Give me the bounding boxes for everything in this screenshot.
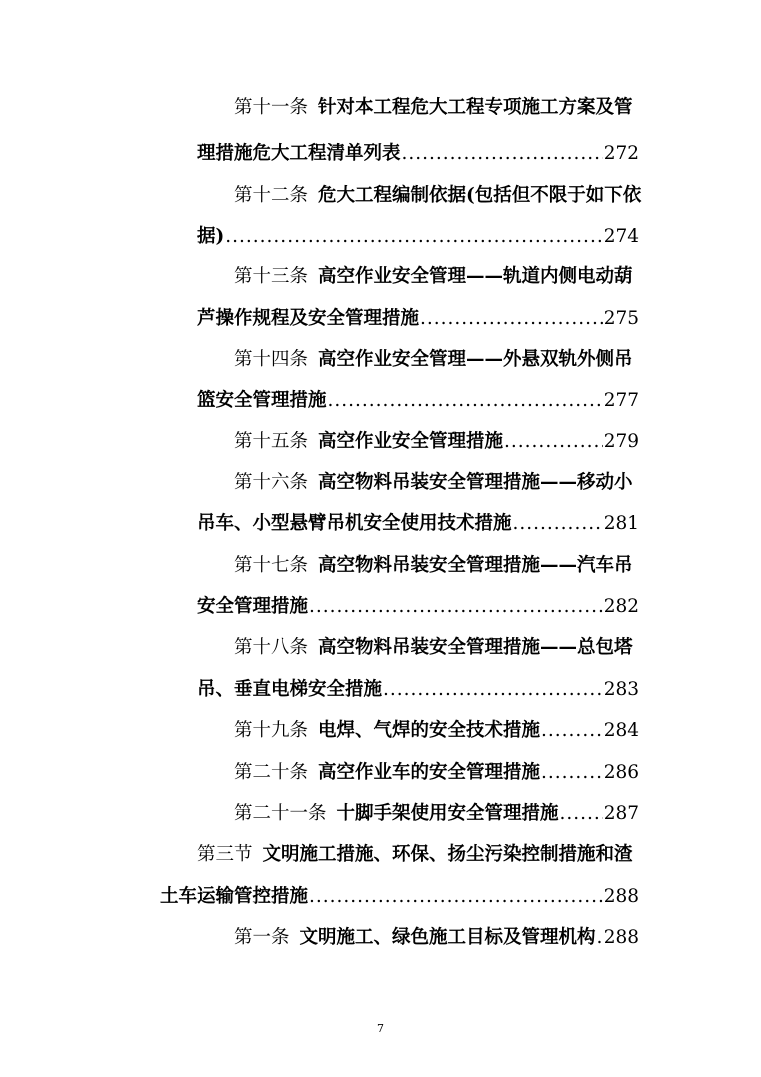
- toc-entry-title: 高空作业车的安全管理措施: [318, 762, 541, 783]
- toc-entry-number: 第十七条: [234, 555, 309, 576]
- toc-entry-21[interactable]: [234, 801, 639, 827]
- toc-entry-18-line1: [234, 635, 639, 661]
- toc-entry-page: 282: [603, 596, 639, 617]
- toc-entry-16-line2[interactable]: [197, 511, 639, 537]
- toc-entry-title-cont: 据): [197, 226, 225, 247]
- toc-entry-number: 第二十条: [234, 762, 309, 783]
- toc-entry-number: 第十二条: [234, 185, 309, 206]
- toc-entry-17-line1: [234, 553, 639, 579]
- toc-entry-16-line1: [234, 470, 639, 496]
- toc-entry-title: 高空物料吊装安全管理措施——汽车吊: [318, 555, 633, 576]
- toc-entry-title-cont: 吊车、小型悬臂吊机安全使用技术措施: [197, 513, 512, 534]
- toc-section-title-cont: 土车运输管控措施: [160, 886, 309, 907]
- toc-entry-title: 高空作业安全管理——外悬双轨外侧吊: [318, 349, 633, 370]
- toc-entry-11-line2[interactable]: [197, 141, 639, 167]
- dot-leader: [541, 760, 603, 786]
- toc-entry-page: 272: [603, 143, 639, 164]
- dot-leader: [309, 594, 603, 620]
- toc-entry-title: 危大工程编制依据(包括但不限于如下依: [318, 185, 642, 206]
- toc-entry-page: 275: [603, 308, 639, 329]
- toc-entry-page: 281: [603, 513, 639, 534]
- toc-entry-page: 286: [603, 762, 639, 783]
- toc-entry-number: 第二十一条: [234, 803, 327, 824]
- toc-entry-17-line2[interactable]: [197, 594, 639, 620]
- toc-entry-page: 283: [603, 679, 639, 700]
- toc-section-3-line1: [197, 842, 639, 868]
- toc-entry-page: 274: [603, 226, 639, 247]
- toc-entry-number: 第十一条: [234, 97, 309, 118]
- toc-entry-title: 文明施工、绿色施工目标及管理机构: [299, 927, 596, 948]
- toc-entry-title: 高空作业安全管理——轨道内侧电动葫: [318, 266, 633, 287]
- dot-leader: [383, 677, 603, 703]
- toc-entry-title-cont: 吊、垂直电梯安全措施: [197, 679, 383, 700]
- toc-entry-13-line2[interactable]: [197, 306, 639, 332]
- toc-entry-title: 十脚手架使用安全管理措施: [336, 803, 559, 824]
- footer-page-number: 7: [377, 1022, 384, 1035]
- toc-entry-15[interactable]: [234, 429, 639, 455]
- toc-entry-18-line2[interactable]: [197, 677, 639, 703]
- toc-entry-title-cont: 芦操作规程及安全管理措施: [197, 308, 420, 329]
- toc-entry-number: 第十三条: [234, 266, 309, 287]
- dot-leader: [597, 925, 603, 951]
- dot-leader: [225, 224, 602, 250]
- toc-entry-page: 279: [603, 431, 639, 452]
- dot-leader: [504, 429, 603, 455]
- toc-entry-number: 第一条: [234, 927, 290, 948]
- toc-entry-number: 第十九条: [234, 720, 309, 741]
- toc-entry-title: 高空作业安全管理措施: [318, 431, 504, 452]
- toc-section-3-line2[interactable]: [160, 884, 639, 910]
- toc-section-number: 第三节: [197, 844, 253, 865]
- toc-entry-title-cont: 理措施危大工程清单列表: [197, 143, 401, 164]
- toc-entry-12-line1: [234, 183, 642, 209]
- toc-entry-number: 第十四条: [234, 349, 309, 370]
- toc-entry-page: 284: [603, 720, 639, 741]
- toc-entry-title: 针对本工程危大工程专项施工方案及管: [318, 97, 633, 118]
- toc-entry-12-line2[interactable]: [197, 224, 639, 250]
- dot-leader: [560, 801, 603, 827]
- toc-entry-13-line1: [234, 264, 639, 290]
- toc-entry-title-cont: 安全管理措施: [197, 596, 309, 617]
- toc-entry-number: 第十八条: [234, 637, 309, 658]
- toc-entry-11-line1: [234, 95, 639, 121]
- dot-leader: [309, 884, 603, 910]
- toc-section-title: 文明施工措施、环保、扬尘污染控制措施和渣: [262, 844, 633, 865]
- dot-leader: [402, 141, 603, 167]
- dot-leader: [513, 511, 603, 537]
- toc-entry-title: 高空物料吊装安全管理措施——总包塔: [318, 637, 633, 658]
- toc-entry-1[interactable]: [234, 925, 639, 951]
- toc-entry-14-line2[interactable]: [197, 388, 639, 414]
- toc-entry-20[interactable]: [234, 760, 639, 786]
- toc-entry-number: 第十五条: [234, 431, 309, 452]
- dot-leader: [328, 388, 603, 414]
- toc-entry-19[interactable]: [234, 718, 639, 744]
- toc-entry-page: 287: [603, 803, 639, 824]
- toc-entry-page: 288: [603, 886, 639, 907]
- toc-entry-14-line1: [234, 347, 639, 373]
- toc-entry-title: 高空物料吊装安全管理措施——移动小: [318, 472, 633, 493]
- dot-leader: [541, 718, 603, 744]
- toc-entry-page: 288: [603, 927, 639, 948]
- dot-leader: [420, 306, 603, 332]
- toc-entry-title: 电焊、气焊的安全技术措施: [318, 720, 541, 741]
- toc-entry-number: 第十六条: [234, 472, 309, 493]
- toc-entry-page: 277: [603, 390, 639, 411]
- toc-entry-title-cont: 篮安全管理措施: [197, 390, 327, 411]
